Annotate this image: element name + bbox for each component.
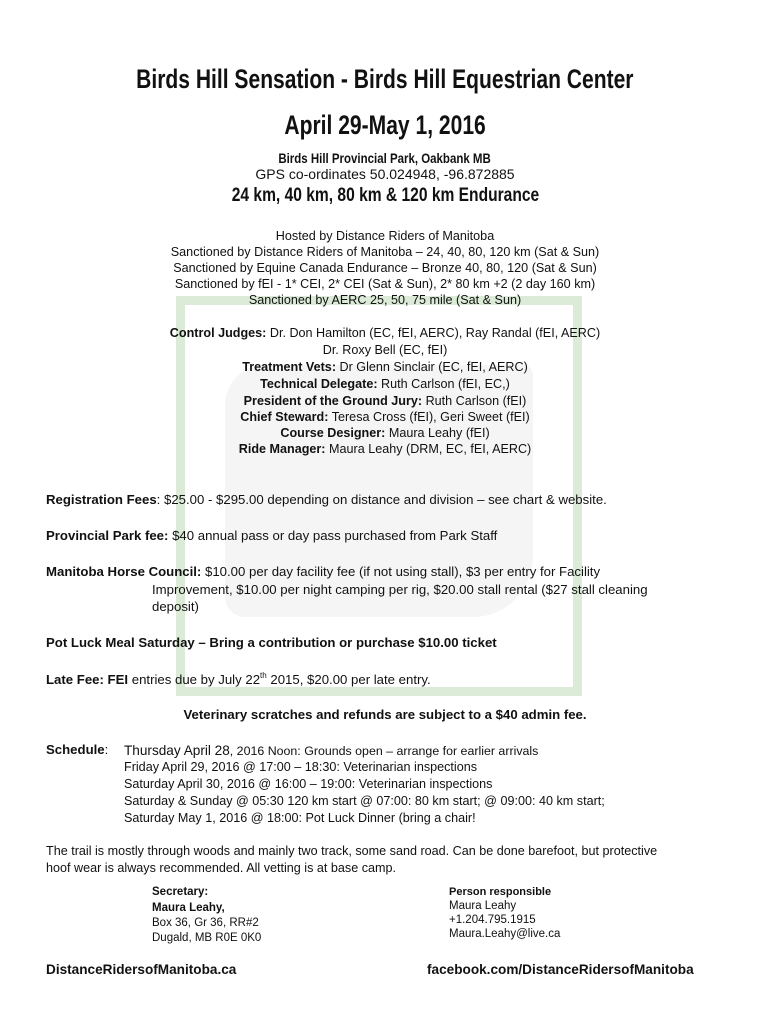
secretary-address: Dugald, MB R0E 0K0 xyxy=(152,932,262,944)
official-value: Ruth Carlson (fEI) xyxy=(422,394,527,408)
schedule-label: Schedule: xyxy=(46,742,109,757)
official-value: Dr Glenn Sinclair (EC, fEI, AERC) xyxy=(336,360,528,374)
sanction-line: Sanctioned by Equine Canada Endurance – Bronze 40, 80, 120 (Sat & Sun) xyxy=(173,261,597,275)
official-row xyxy=(0,325,770,341)
registration-fees: Registration Fees: $25.00 - $295.00 depending on distance and division – see chart & website. xyxy=(46,492,607,507)
horse-council-fee: Manitoba Horse Council: $10.00 per day facility fee (if not using stall), $3 per entry for Facility xyxy=(46,564,601,579)
responsible-title: Person responsible xyxy=(449,886,552,898)
official-label: Technical Delegate: xyxy=(260,377,378,391)
facebook-link[interactable]: facebook.com/DistanceRidersofManitoba xyxy=(427,962,694,977)
official-value: Dr. Don Hamilton (EC, fEI, AERC), Ray Randal (fEI, AERC) xyxy=(266,326,601,340)
responsible-phone: +1.204.795.1915 xyxy=(449,914,536,926)
event-title: Birds Hill Sensation - Birds Hill Equestrian Center xyxy=(136,64,634,94)
trail-description: hoof wear is always recommended. All vetting is at base camp. xyxy=(46,861,396,875)
trail-description: The trail is mostly through woods and mainly two track, some sand road. Can be done barefoot, but protective xyxy=(46,844,658,858)
schedule-line: Saturday May 1, 2016 @ 18:00: Pot Luck Dinner (bring a chair! xyxy=(124,811,476,825)
official-label: Control Judges: xyxy=(169,326,267,340)
official-row xyxy=(0,409,770,425)
official-label: Treatment Vets: xyxy=(242,360,337,374)
sanction-line: Sanctioned by Distance Riders of Manitoba – 24, 40, 80, 120 km (Sat & Sun) xyxy=(170,245,600,259)
responsible-email: Maura.Leahy@live.ca xyxy=(449,928,561,940)
late-fee: Late Fee: FEI entries due by July 22th 2015, $20.00 per late entry. xyxy=(46,671,431,687)
schedule-line: Thursday April 28, 2016 Noon: Grounds open – arrange for earlier arrivals xyxy=(124,743,539,758)
official-value: Dr. Roxy Bell (EC, fEI) xyxy=(322,343,448,357)
horse-council-fee-line: Improvement, $10.00 per night camping per rig, $20.00 stall rental ($27 stall cleaning xyxy=(152,582,648,597)
secretary-name: Maura Leahy, xyxy=(152,902,225,914)
horse-council-fee-line: deposit) xyxy=(152,599,199,614)
sanction-line: Sanctioned by AERC 25, 50, 75 mile (Sat & Sun) xyxy=(248,293,522,307)
official-label: Ride Manager: xyxy=(238,442,326,456)
official-label: President of the Ground Jury: xyxy=(243,394,423,408)
website-link[interactable]: DistanceRidersofManitoba.ca xyxy=(46,962,237,977)
official-row xyxy=(0,342,770,358)
hosted-line: Hosted by Distance Riders of Manitoba xyxy=(275,229,495,243)
vet-scratch-note: Veterinary scratches and refunds are subject to a $40 admin fee. xyxy=(183,707,587,722)
event-distances: 24 km, 40 km, 80 km & 120 km Endurance xyxy=(231,185,539,206)
official-value: Maura Leahy (DRM, EC, fEI, AERC) xyxy=(325,442,532,456)
official-row xyxy=(0,376,770,392)
official-row xyxy=(0,359,770,375)
event-location: Birds Hill Provincial Park, Oakbank MB xyxy=(278,150,492,166)
official-row xyxy=(0,393,770,409)
sanction-line: Sanctioned by fEI - 1* CEI, 2* CEI (Sat & Sun), 2* 80 km +2 (2 day 160 km) xyxy=(174,277,596,291)
official-label: Chief Steward: xyxy=(240,410,329,424)
official-row xyxy=(0,425,770,441)
official-value: Teresa Cross (fEI), Geri Sweet (fEI) xyxy=(328,410,530,424)
potluck-note: Pot Luck Meal Saturday – Bring a contribution or purchase $10.00 ticket xyxy=(46,635,497,650)
secretary-address: Box 36, Gr 36, RR#2 xyxy=(152,917,259,929)
official-label: Course Designer: xyxy=(280,426,386,440)
official-value: Maura Leahy (fEI) xyxy=(385,426,490,440)
schedule-line: Saturday April 30, 2016 @ 16:00 – 19:00: Veterinarian inspections xyxy=(124,777,493,791)
gps-coordinates: GPS co-ordinates 50.024948, -96.872885 xyxy=(255,166,515,182)
park-fee: Provincial Park fee: $40 annual pass or day pass purchased from Park Staff xyxy=(46,528,498,543)
responsible-name: Maura Leahy xyxy=(449,900,517,912)
event-dates: April 29-May 1, 2016 xyxy=(284,110,486,140)
schedule-line: Friday April 29, 2016 @ 17:00 – 18:30: Veterinarian inspections xyxy=(124,760,478,774)
official-value: Ruth Carlson (fEI, EC,) xyxy=(377,377,510,391)
schedule-line: Saturday & Sunday @ 05:30 120 km start @ 07:00: 80 km start; @ 09:00: 40 km start; xyxy=(124,794,605,808)
secretary-title: Secretary: xyxy=(152,886,209,898)
official-row xyxy=(0,441,770,457)
